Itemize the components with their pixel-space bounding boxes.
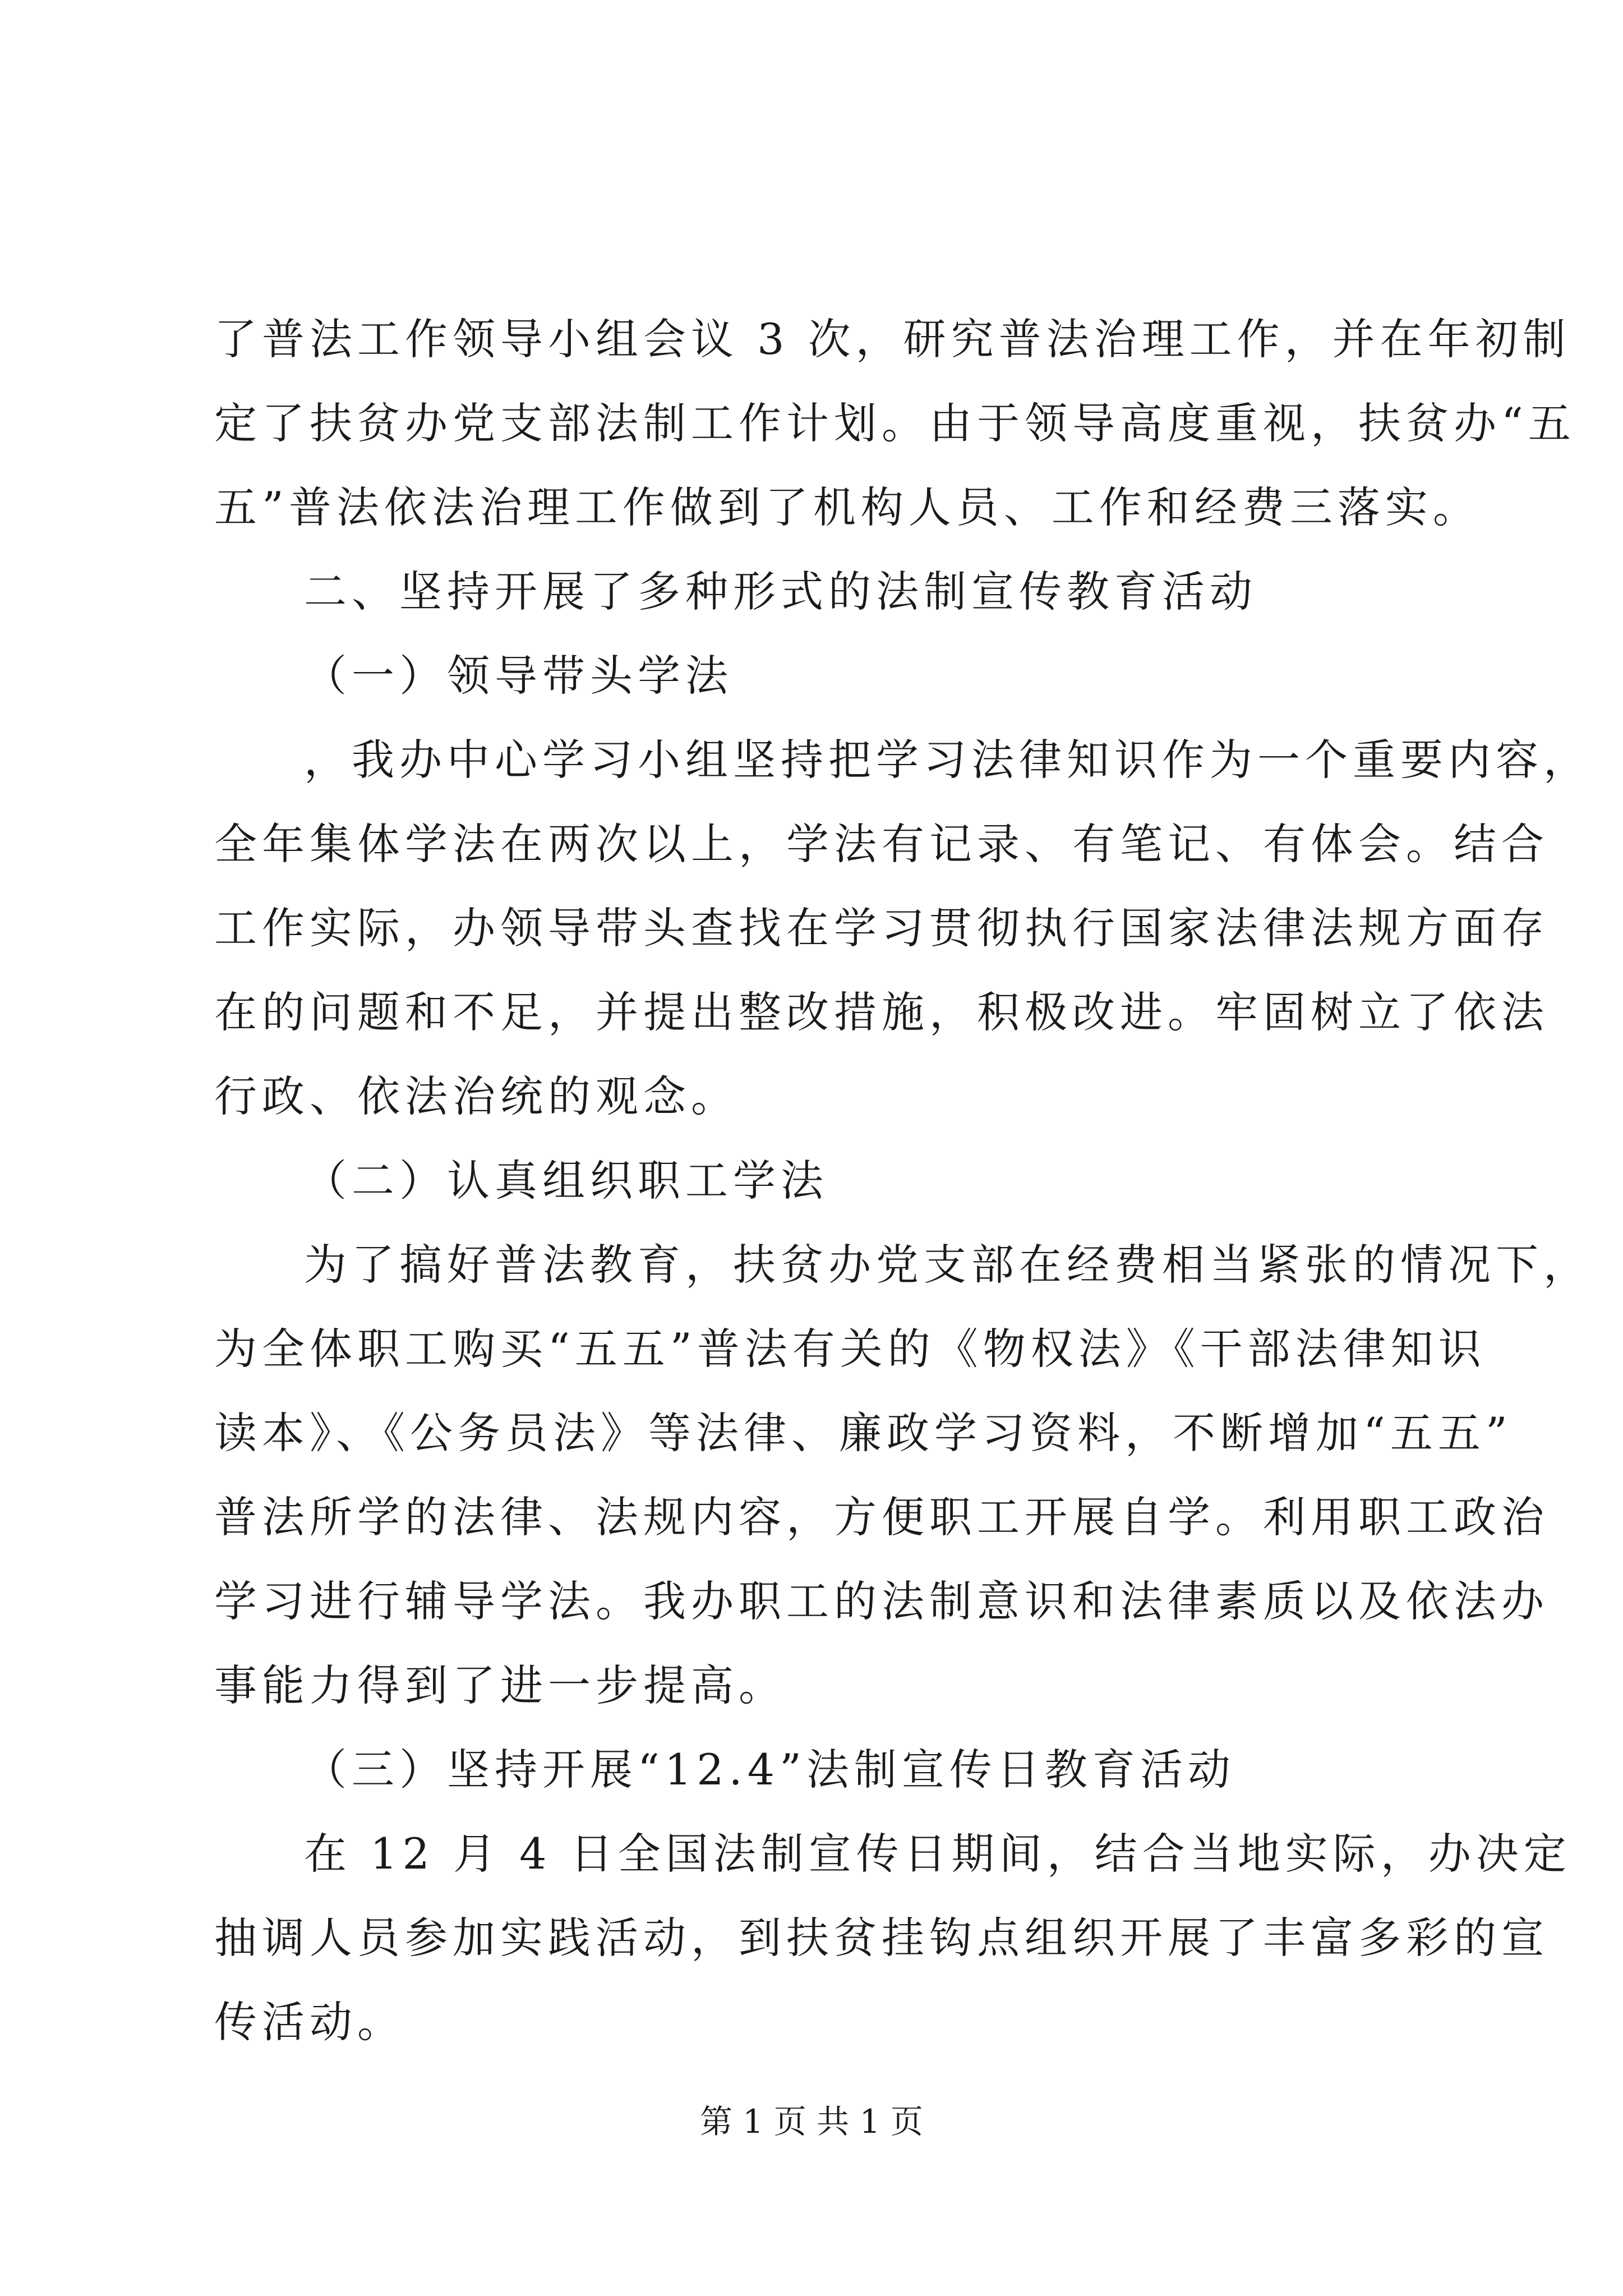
body-text-line: 为了搞好普法教育，扶贫办党支部在经费相当紧张的情况下， xyxy=(304,1240,1591,1290)
body-text-line: 事能力得到了进一步提高。 xyxy=(214,1660,786,1710)
subsection-heading: （一）领导带头学法 xyxy=(304,651,733,701)
body-text-line: 五”普法依法治理工作做到了机构人员、工作和经费三落实。 xyxy=(214,482,1481,532)
body-text-line: 了普法工作领导小组会议 3 次，研究普法治理工作，并在年初制 xyxy=(214,314,1571,364)
subsection-heading: （二）认真组织职工学法 xyxy=(304,1156,828,1205)
body-text-line: 定了扶贫办党支部法制工作计划。由于领导高度重视，扶贫办“五 xyxy=(214,398,1576,448)
section-heading: 二、坚持开展了多种形式的法制宣传教育活动 xyxy=(304,567,1257,616)
body-text-line: 全年集体学法在两次以上，学法有记录、有笔记、有体会。结合 xyxy=(214,819,1549,869)
body-text-line: 传活动。 xyxy=(214,1997,405,2047)
body-text-line: 在 12 月 4 日全国法制宣传日期间，结合当地实际，办决定 xyxy=(304,1829,1571,1879)
page-number-footer: 第 1 页 共 1 页 xyxy=(700,2102,923,2141)
body-text-line: 行政、依法治统的观念。 xyxy=(214,1071,739,1121)
body-text-line: 学习进行辅导学法。我办职工的法制意识和法律素质以及依法办 xyxy=(214,1576,1549,1626)
body-text-line: ，我办中心学习小组坚持把学习法律知识作为一个重要内容， xyxy=(304,735,1591,785)
body-text-line: 抽调人员参加实践活动，到扶贫挂钩点组织开展了丰富多彩的宣 xyxy=(214,1913,1549,1963)
body-text-line: 普法所学的法律、法规内容，方便职工开展自学。利用职工政治 xyxy=(214,1492,1549,1542)
body-text-line: 读本》、《公务员法》等法律、廉政学习资料，不断增加“五五” xyxy=(214,1408,1513,1458)
subsection-heading: （三）坚持开展“12.4”法制宣传日教育活动 xyxy=(304,1745,1235,1795)
body-text-line: 为全体职工购买“五五”普法有关的《物权法》《干部法律知识 xyxy=(214,1324,1486,1374)
body-text-line: 工作实际，办领导带头查找在学习贯彻执行国家法律法规方面存 xyxy=(214,903,1549,953)
body-text-line: 在的问题和不足，并提出整改措施，积极改进。牢固树立了依法 xyxy=(214,987,1549,1037)
